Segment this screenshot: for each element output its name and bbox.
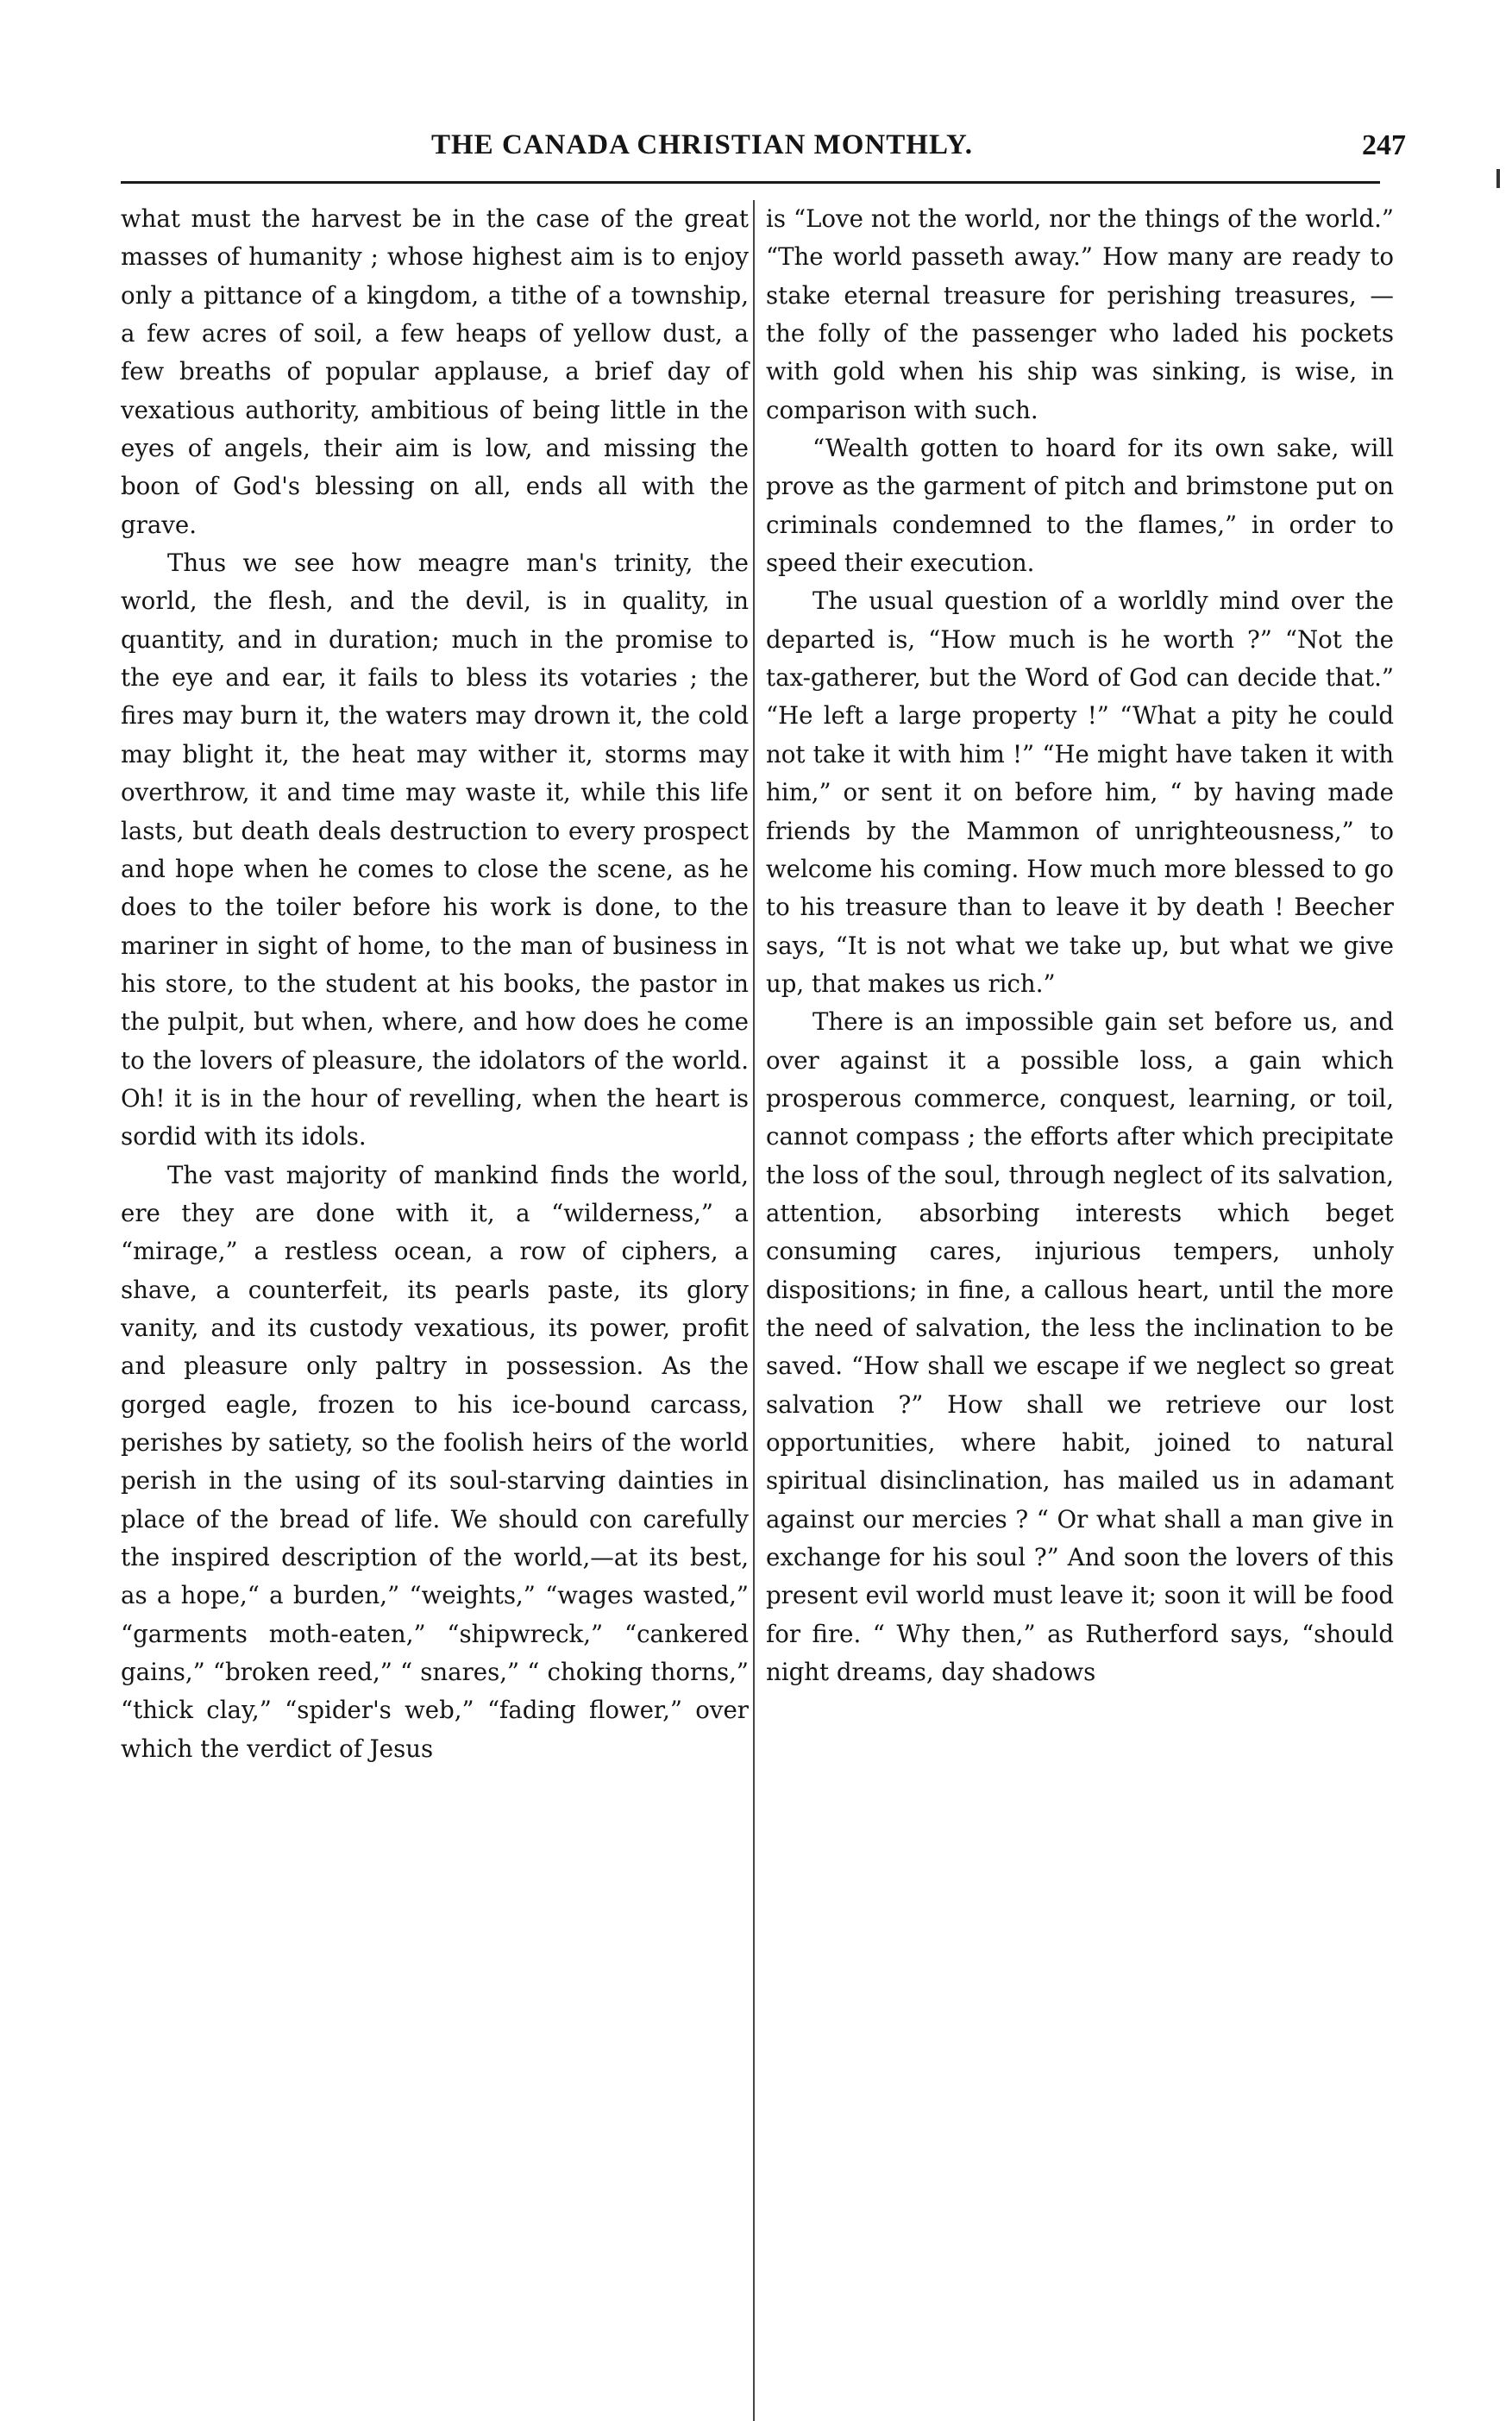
left-paragraph-3: The vast majority of mankind finds the world, ere they are done with it, a “wilderness,” a “mirage,” a restless ocean, a row of ciphers, a shave, a counterfeit, its pearls paste, its glory vanity, and its custody vexatious, its power, profit and pleasure only paltry in possession. As the gorged eagle, frozen to his ice-bound carcass, perishes by satiety, so the foolish heirs of the world perish in the using of its soul-starving dainties in place of the bread of life. We should con carefully the inspired description of the world,—at its best, as a hope,“ a burden,” “weights,” “wages wasted,” “garments moth-eaten,” “shipwreck,” “cankered gains,” “broken reed,” “ snares,” “ choking thorns,” “thick clay,” “spider's web,” “fading flower,” over which the verdict of Jesus: [121, 1160, 749, 1763]
left-paragraph-2: Thus we see how meagre man's trinity, the world, the flesh, and the devil, is in quality, in quantity, and in duration; much in the promise to the eye and ear, it fails to bless its votaries ; the fires may burn it, the waters may drown it, the cold may blight it, the heat may wither it, storms may overthrow, it and time may waste it, while this life lasts, but death deals destruction to every prospect and hope when he comes to close the scene, as he does to the toiler before his work is done, to the mariner in sight of home, to the man of business in his store, to the student at his books, the pastor in the pulpit, but when, where, and how does he come to the lovers of pleasure, the idolators of the world. Oh! it is in the hour of revelling, when the heart is sordid with its idols.: [121, 549, 749, 1151]
right-column: [766, 200, 1394, 1691]
right-paragraph-4: There is an impossible gain set before us, and over against it a possible loss, a gain which prosperous commerce, conquest, learning, or toil, cannot compass ; the efforts after which precipitate the loss of the soul, through neglect of its salvation, attention, absorbing interests which beget consuming cares, injurious tempers, unholy dispositions; in fine, a callous heart, until the more the need of salvation, the less the inclination to be saved. “How shall we escape if we neglect so great salvation ?” How shall we retrieve our lost opportunities, where habit, joined to natural spiritual disinclination, has mailed us in adamant against our mercies ? “ Or what shall a man give in exchange for his soul ?” And soon the lovers of this present evil world must leave it; soon it will be food for fire. “ Why then,” as Rutherford says, “should night dreams, day shadows: [766, 1007, 1394, 1687]
margin-mark: [1496, 169, 1500, 188]
right-paragraph-1: is “Love not the world, nor the things of the world.” “The world passeth away.” How many are ready to stake eternal treasure for perishing treasures, —the folly of the passenger who laded his pockets with gold when his ship was sinking, is wise, in comparison with such.: [766, 204, 1394, 424]
header-rule: [121, 181, 1380, 184]
left-column: [121, 200, 749, 1768]
running-title: THE CANADA CHRISTIAN MONTHLY.: [431, 129, 974, 160]
column-divider: [753, 200, 755, 2421]
left-paragraph-1: what must the harvest be in the case of the great masses of humanity ; whose highest aim is to enjoy only a pittance of a kingdom, a tithe of a township, a few acres of soil, a few heaps of yellow dust, a few breaths of popular applause, a brief day of vexatious authority, ambitious of being little in the eyes of angels, their aim is low, and missing the boon of God's blessing on all, ends all with the grave.: [121, 204, 749, 539]
page-header: [121, 129, 1406, 164]
right-paragraph-3: The usual question of a worldly mind over the departed is, “How much is he worth ?” “Not the tax-gatherer, but the Word of God can decide that.” “He left a large property !” “What a pity he could not take it with him !” “He might have taken it with him,” or sent it on before him, “ by having made friends by the Mammon of unrighteousness,” to welcome his coming. How much more blessed to go to his treasure than to leave it by death ! Beecher says, “It is not what we take up, but what we give up, that makes us rich.”: [766, 586, 1394, 998]
right-paragraph-2: “Wealth gotten to hoard for its own sake, will prove as the garment of pitch and brimstone put on criminals condemned to the flames,” in order to speed their execution.: [766, 434, 1394, 578]
page-number: 247: [1362, 129, 1406, 161]
